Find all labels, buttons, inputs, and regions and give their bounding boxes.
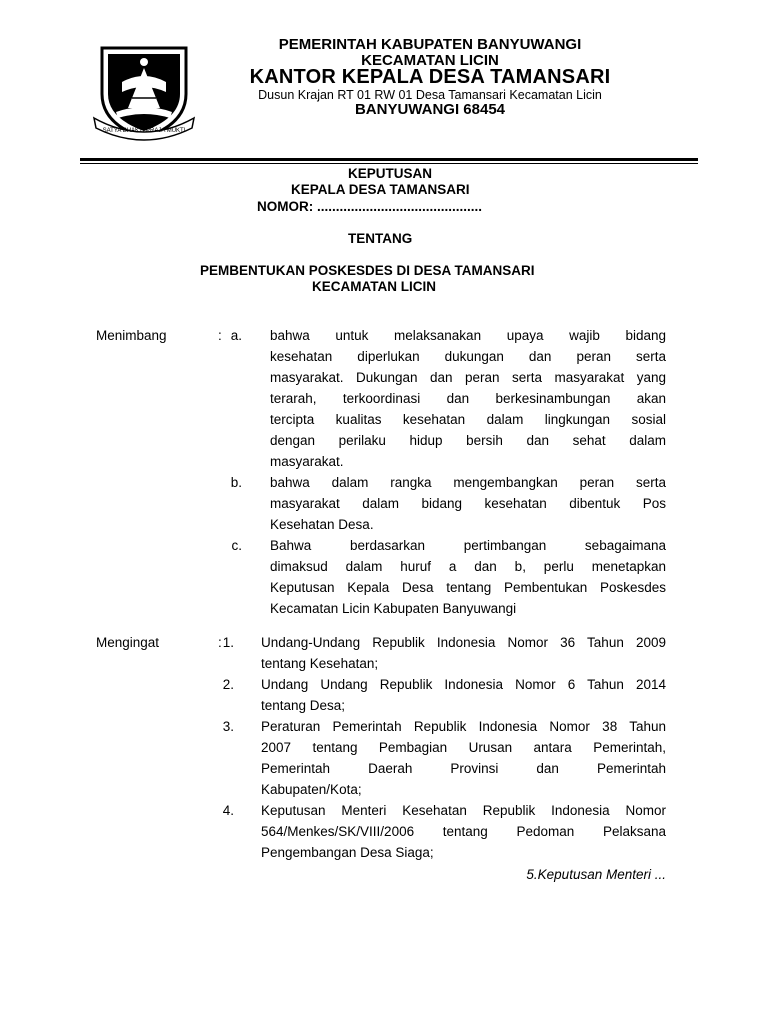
title-nomor: NOMOR: ............................................ [257, 199, 483, 214]
title-keputusan: KEPUTUSAN [348, 166, 433, 181]
menimbang-item-row [96, 514, 666, 535]
mengingat-item-text: tentang Kesehatan; [261, 656, 379, 671]
title-issuer: KEPALA DESA TAMANSARI [291, 182, 470, 197]
mengingat-item-text: Keputusan Menteri Kesehatan Republik Indonesia Nomor [261, 803, 666, 818]
mengingat-item-row [96, 737, 666, 758]
menimbang-item-marker: a. [230, 328, 242, 343]
menimbang-item-row [96, 472, 666, 493]
continuation-row [96, 864, 666, 885]
menimbang-item-row [96, 325, 666, 346]
letterhead-rule-thick [80, 158, 698, 161]
letterhead-office: KANTOR KEPALA DESA TAMANSARI [249, 66, 611, 88]
mengingat-item-text: 564/Menkes/SK/VIII/2006 tentang Pedoman Pelaksana [261, 824, 666, 839]
menimbang-item-row [96, 388, 666, 409]
title-subject-line-1: PEMBENTUKAN POSKESDES DI DESA TAMANSARI [200, 263, 535, 278]
mengingat-item-text: Pemerintah Daerah Provinsi dan Pemerintah [261, 761, 666, 776]
mengingat-item-row [96, 674, 666, 695]
menimbang-item-marker: b. [230, 475, 242, 490]
menimbang-item-text: Kesehatan Desa. [270, 517, 374, 532]
menimbang-item-row [96, 451, 666, 472]
menimbang-item-row [96, 535, 666, 556]
mengingat-item-row [96, 758, 666, 779]
menimbang-item-text: dimaksud dalam huruf a dan b, perlu menetapkan [270, 559, 666, 574]
menimbang-item-row [96, 598, 666, 619]
mengingat-item-row [96, 779, 666, 800]
menimbang-item-text: masyarakat. Dukungan dan peran serta masyarakat yang [270, 370, 666, 385]
letterhead-district: KECAMATAN LICIN [361, 52, 499, 69]
letterhead-city: BANYUWANGI 68454 [354, 101, 506, 118]
title-tentang: TENTANG [348, 231, 413, 246]
mengingat-item-row [96, 695, 666, 716]
mengingat-item-marker: 2. [222, 677, 234, 692]
menimbang-item-text: Keputusan Kepala Desa tentang Pembentukan Poskesdes [270, 580, 666, 595]
mengingat-item-row [96, 632, 666, 653]
menimbang-item-text: masyarakat. [270, 454, 344, 469]
menimbang-colon: : [218, 328, 222, 343]
menimbang-item-row [96, 367, 666, 388]
mengingat-item-row [96, 800, 666, 821]
menimbang-item-text: terarah, terkoordinasi dan berkesinambungan akan [270, 391, 666, 406]
mengingat-item-row [96, 653, 666, 674]
menimbang-item-text: bahwa dalam rangka mengembangkan peran serta [270, 475, 666, 490]
letterhead-address: Dusun Krajan RT 01 RW 01 Desa Tamansari Kecamatan Licin [258, 88, 602, 102]
mengingat-colon: : [218, 635, 222, 650]
menimbang-item-text: Bahwa berdasarkan pertimbangan sebagaimana [270, 538, 666, 553]
menimbang-item-row [96, 430, 666, 451]
page-continuation-note: 5.Keputusan Menteri ... [526, 867, 666, 882]
mengingat-item-marker: 4. [222, 803, 234, 818]
menimbang-item-text: kesehatan diperlukan dukungan dan peran serta [270, 349, 666, 364]
seal-motto: SATYA BHAKTI PRAJA MUKTI [102, 128, 186, 134]
title-subject-line-2: KECAMATAN LICIN [312, 279, 436, 294]
mengingat-label: Mengingat [96, 635, 160, 650]
mengingat-item-row [96, 842, 666, 863]
mengingat-item-text: Undang Undang Republik Indonesia Nomor 6 Tahun 2014 [261, 677, 666, 692]
mengingat-item-text: 2007 tentang Pembagian Urusan antara Pemerintah, [261, 740, 666, 755]
menimbang-item-row [96, 556, 666, 577]
menimbang-label: Menimbang [96, 328, 167, 343]
menimbang-item-row [96, 577, 666, 598]
mengingat-item-text: Pengembangan Desa Siaga; [261, 845, 434, 860]
menimbang-item-text: bahwa untuk melaksanakan upaya wajib bidang [270, 328, 666, 343]
letterhead-government: PEMERINTAH KABUPATEN BANYUWANGI [278, 36, 582, 53]
mengingat-item-text: tentang Desa; [261, 698, 346, 713]
menimbang-item-text: Kecamatan Licin Kabupaten Banyuwangi [270, 601, 517, 616]
mengingat-item-marker: 3. [222, 719, 234, 734]
menimbang-item-row [96, 409, 666, 430]
mengingat-item-text: Peraturan Pemerintah Republik Indonesia Nomor 38 Tahun [261, 719, 666, 734]
mengingat-item-row [96, 821, 666, 842]
menimbang-item-row [96, 493, 666, 514]
menimbang-item-text: tercipta kualitas kesehatan dalam lingkungan sosial [270, 412, 666, 427]
menimbang-item-marker: c. [231, 538, 242, 553]
mengingat-item-row [96, 716, 666, 737]
mengingat-item-text: Undang-Undang Republik Indonesia Nomor 36 Tahun 2009 [261, 635, 666, 650]
menimbang-item-text: dengan perilaku hidup bersih dan sehat dalam [270, 433, 666, 448]
menimbang-item-text: masyarakat dalam bidang kesehatan dibentuk Pos [270, 496, 666, 511]
mengingat-item-marker: 1. [222, 635, 234, 650]
menimbang-item-row [96, 346, 666, 367]
letterhead-rule-thin [80, 163, 698, 164]
mengingat-item-text: Kabupaten/Kota; [261, 782, 362, 797]
